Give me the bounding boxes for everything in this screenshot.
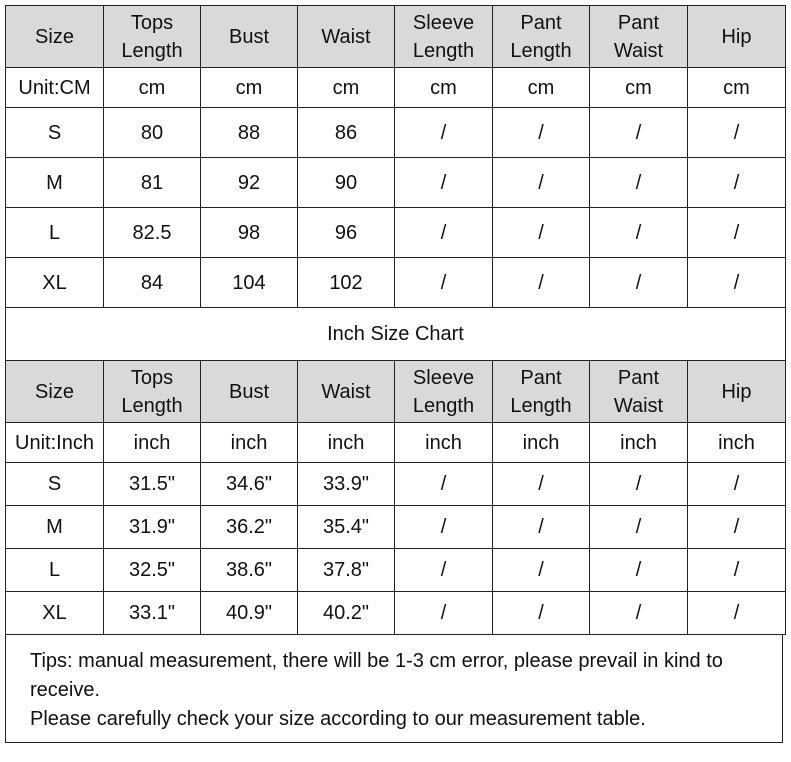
unit-cell: inch (395, 423, 493, 463)
column-header: Hip (688, 361, 786, 423)
table-row (6, 258, 786, 308)
table-cell: 82.5 (104, 208, 201, 258)
table-row (6, 158, 786, 208)
tips-box (5, 635, 783, 743)
table-cell: / (493, 108, 590, 158)
unit-row (6, 68, 786, 108)
column-header: Bust (201, 6, 298, 68)
table-cell: / (395, 592, 493, 635)
table-cell: 35.4" (298, 506, 395, 549)
table-cell: / (493, 463, 590, 506)
size-label: M (6, 506, 104, 549)
table-cell: 36.2" (201, 506, 298, 549)
table-cell: / (395, 549, 493, 592)
table-cell: / (493, 158, 590, 208)
size-label: S (6, 108, 104, 158)
size-label: L (6, 208, 104, 258)
unit-cell: inch (688, 423, 786, 463)
table-row (6, 208, 786, 258)
check-size-note: Please carefully check your size according to our measurement table. (30, 708, 646, 730)
table-row (6, 463, 786, 506)
unit-cell: inch (298, 423, 395, 463)
unit-cell: inch (104, 423, 201, 463)
header-row (6, 6, 786, 68)
table-cell: / (590, 549, 688, 592)
table-row (6, 592, 786, 635)
unit-cell: Unit:CM (6, 68, 104, 108)
column-header: Pant Waist (590, 361, 688, 423)
unit-cell: inch (493, 423, 590, 463)
table-cell: 84 (104, 258, 201, 308)
table-cell: / (688, 108, 786, 158)
column-header: Waist (298, 361, 395, 423)
table-cell: / (688, 208, 786, 258)
column-header: Sleeve Length (395, 6, 493, 68)
column-header: Sleeve Length (395, 361, 493, 423)
table-cell: 37.8" (298, 549, 395, 592)
table-cell: / (688, 549, 786, 592)
table-cell: / (590, 506, 688, 549)
table-cell: / (395, 463, 493, 506)
table-cell: / (395, 108, 493, 158)
table-cell: / (395, 258, 493, 308)
table-cell: 104 (201, 258, 298, 308)
table-cell: 81 (104, 158, 201, 208)
table-cell: / (688, 463, 786, 506)
table-cell: / (590, 258, 688, 308)
size-label: XL (6, 592, 104, 635)
cm-section (6, 6, 786, 308)
column-header: Pant Length (493, 361, 590, 423)
column-header: Pant Waist (590, 6, 688, 68)
table-row (6, 549, 786, 592)
unit-cell: cm (590, 68, 688, 108)
table-cell: / (688, 158, 786, 208)
table-cell: 33.1" (104, 592, 201, 635)
table-cell: 40.2" (298, 592, 395, 635)
table-cell: 88 (201, 108, 298, 158)
column-header: Bust (201, 361, 298, 423)
unit-cell: cm (688, 68, 786, 108)
table-cell: 31.5" (104, 463, 201, 506)
table-cell: / (590, 208, 688, 258)
table-cell: / (688, 258, 786, 308)
table-row (6, 108, 786, 158)
inch-section (6, 361, 786, 635)
table-cell: 102 (298, 258, 395, 308)
table-cell: 34.6" (201, 463, 298, 506)
unit-cell: cm (104, 68, 201, 108)
table-cell: / (590, 592, 688, 635)
table-cell: / (688, 506, 786, 549)
column-header: Size (6, 6, 104, 68)
inch-title-section (6, 308, 786, 361)
unit-cell: Unit:Inch (6, 423, 104, 463)
unit-cell: cm (298, 68, 395, 108)
table-cell: 40.9" (201, 592, 298, 635)
table-row (6, 506, 786, 549)
size-chart (5, 5, 785, 743)
table-cell: 90 (298, 158, 395, 208)
table-cell: / (688, 592, 786, 635)
unit-cell: cm (201, 68, 298, 108)
size-table (5, 5, 786, 635)
unit-row (6, 423, 786, 463)
unit-cell: inch (590, 423, 688, 463)
column-header: Waist (298, 6, 395, 68)
table-cell: / (395, 158, 493, 208)
table-cell: 31.9" (104, 506, 201, 549)
size-label: M (6, 158, 104, 208)
table-cell: / (395, 208, 493, 258)
table-cell: 92 (201, 158, 298, 208)
table-cell: / (590, 108, 688, 158)
table-cell: / (493, 208, 590, 258)
header-row (6, 361, 786, 423)
column-header: Tops Length (104, 361, 201, 423)
table-cell: 38.6" (201, 549, 298, 592)
table-cell: 80 (104, 108, 201, 158)
inch-size-chart-title: Inch Size Chart (6, 308, 786, 361)
unit-cell: cm (395, 68, 493, 108)
table-cell: / (493, 549, 590, 592)
size-label: L (6, 549, 104, 592)
column-header: Size (6, 361, 104, 423)
size-label: S (6, 463, 104, 506)
table-cell: 33.9" (298, 463, 395, 506)
column-header: Hip (688, 6, 786, 68)
table-cell: / (590, 158, 688, 208)
unit-cell: inch (201, 423, 298, 463)
table-cell: / (493, 258, 590, 308)
tips-text: Tips: manual measurement, there will be 1-3 cm error, please prevail in kind to receive. (30, 650, 723, 701)
table-cell: 86 (298, 108, 395, 158)
table-cell: 96 (298, 208, 395, 258)
table-cell: 32.5" (104, 549, 201, 592)
table-cell: / (493, 592, 590, 635)
table-cell: / (395, 506, 493, 549)
unit-cell: cm (493, 68, 590, 108)
table-cell: / (493, 506, 590, 549)
table-cell: 98 (201, 208, 298, 258)
size-label: XL (6, 258, 104, 308)
column-header: Tops Length (104, 6, 201, 68)
column-header: Pant Length (493, 6, 590, 68)
table-cell: / (590, 463, 688, 506)
